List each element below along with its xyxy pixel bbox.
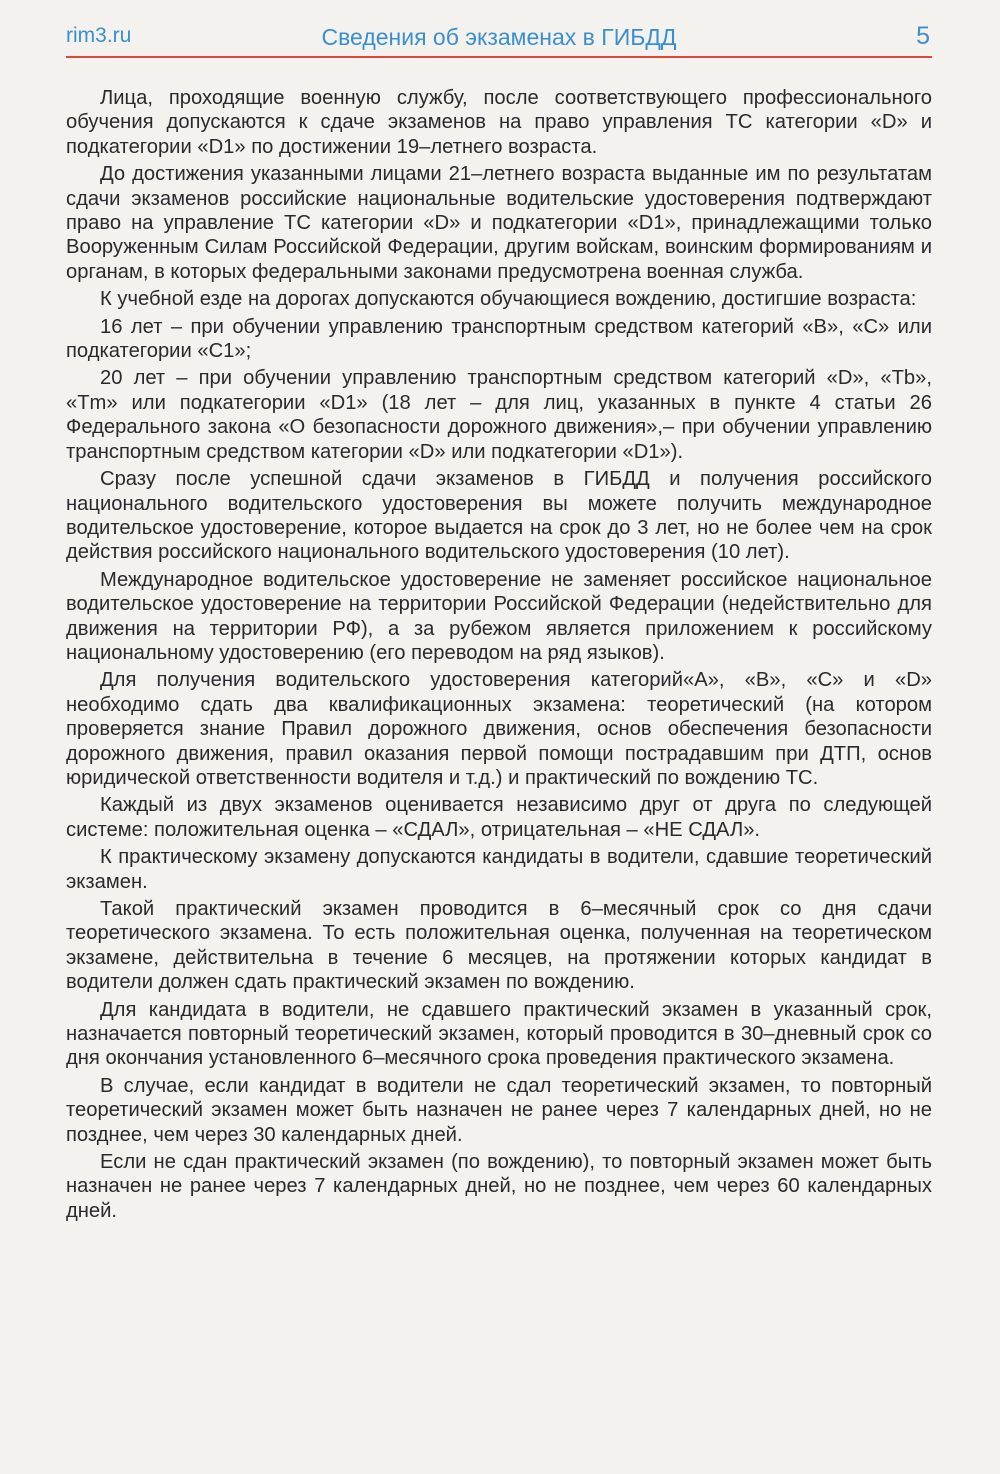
paragraph-under-21: До достижения указанными лицами 21–летнего возраста выданные им по результатам сдачи экзаменов российские национальные водительские удостоверения подтверждают право на управление ТС категории «D» и подкатегории «D1», принадлежащими только Вооруженным Силам Российской Федерации, другим войскам, воинским формированиям и органам, в которых федеральными законами предусмотрена военная служба. (66, 163, 932, 283)
paragraph-practical-admission: К практическому экзамену допускаются кандидаты в водители, сдавшие теоретический экзамен. (66, 846, 932, 893)
site-name: rim3.ru (66, 24, 132, 47)
page-number: 5 (916, 22, 930, 50)
paragraph-military-service: Лица, проходящие военную службу, после соответствующего профессионального обучения допускаются к сдаче экзаменов на право управления ТС категории «D» и подкатегории «D1» по достижении 19–летнего возраста. (66, 87, 932, 158)
page-body (66, 86, 932, 1226)
paragraph-six-month-term: Такой практический экзамен проводится в 6–месячный срок со дня сдачи теоретического экзамена. То есть положительная оценка, полученная на теоретическом экзамене, действительна в течение 6 месяцев, на протяжении которых кандидат в водители должен сдать практический экзамен по вождению. (66, 898, 932, 994)
paragraph-retake-theory: В случае, если кандидат в водители не сдал теоретический экзамен, то повторный теоретический экзамен может быть назначен не ранее через 7 календарных дней, но не позднее, чем через 30 календарных дней. (66, 1074, 932, 1146)
page-header (66, 22, 932, 58)
paragraph-age-16: 16 лет – при обучении управлению транспортным средством категорий «B», «C» или подкатегории «C1»; (66, 315, 932, 363)
paragraph-age-20: 20 лет – при обучении управлению транспортным средством категорий «D», «Tb», «Tm» или подкатегории «D1» (18 лет – для лиц, указанных в пункте 4 статьи 26 Федерального закона «О безопасности дорожного движения»,– при обучении управлению транспортным средством категории «D» или подкатегории «D1»). (66, 367, 932, 463)
paragraph-two-exams: Для получения водительского удостоверения категорий«A», «B», «C» и «D» необходимо сдать два квалификационных экзамена: теоретический (на котором проверяется знание Правил дорожного движения, основ обеспечения безопасности дорожного движения, правил оказания первой помощи пострадавшим при ДТП, основ юридической ответственности водителя и т.д.) и практический по вождению ТС. (66, 669, 932, 789)
paragraph-repeat-theory: Для кандидата в водители, не сдавшего практический экзамен в указанный срок, назначается повторный теоретический экзамен, который проводится в 30–дневный срок со дня окончания установленного 6–месячного срока проведения практического экзамена. (66, 998, 932, 1070)
page-title: Сведения об экзаменах в ГИБДД (321, 24, 677, 50)
paragraph-retake-practical: Если не сдан практический экзамен (по вождению), то повторный экзамен может быть назначен не ранее через 7 календарных дней, но не позднее, чем через 60 календарных дней. (66, 1151, 932, 1222)
paragraph-international-validity: Международное водительское удостоверение не заменяет российское национальное водительское удостоверение на территории Российской Федерации (недействительно для движения на территории РФ), а за рубежом является приложением к российскому национальному удостоверению (его переводом на ряд языков). (66, 568, 932, 664)
paragraph-training-age: К учебной езде на дорогах допускаются обучающиеся вождению, достигшие возраста: (100, 288, 917, 311)
paragraph-international-license: Сразу после успешной сдачи экзаменов в ГИБДД и получения российского национального водительского удостоверения вы можете получить международное водительское удостоверение, которое выдается на срок до 3 лет, но не более чем на срок действия российского национального водительского удостоверения (10 лет). (66, 468, 932, 564)
paragraph-grading: Каждый из двух экзаменов оценивается независимо друг от друга по следующей системе: положительная оценка – «СДАЛ», отрицательная – «НЕ СДАЛ». (66, 794, 932, 841)
